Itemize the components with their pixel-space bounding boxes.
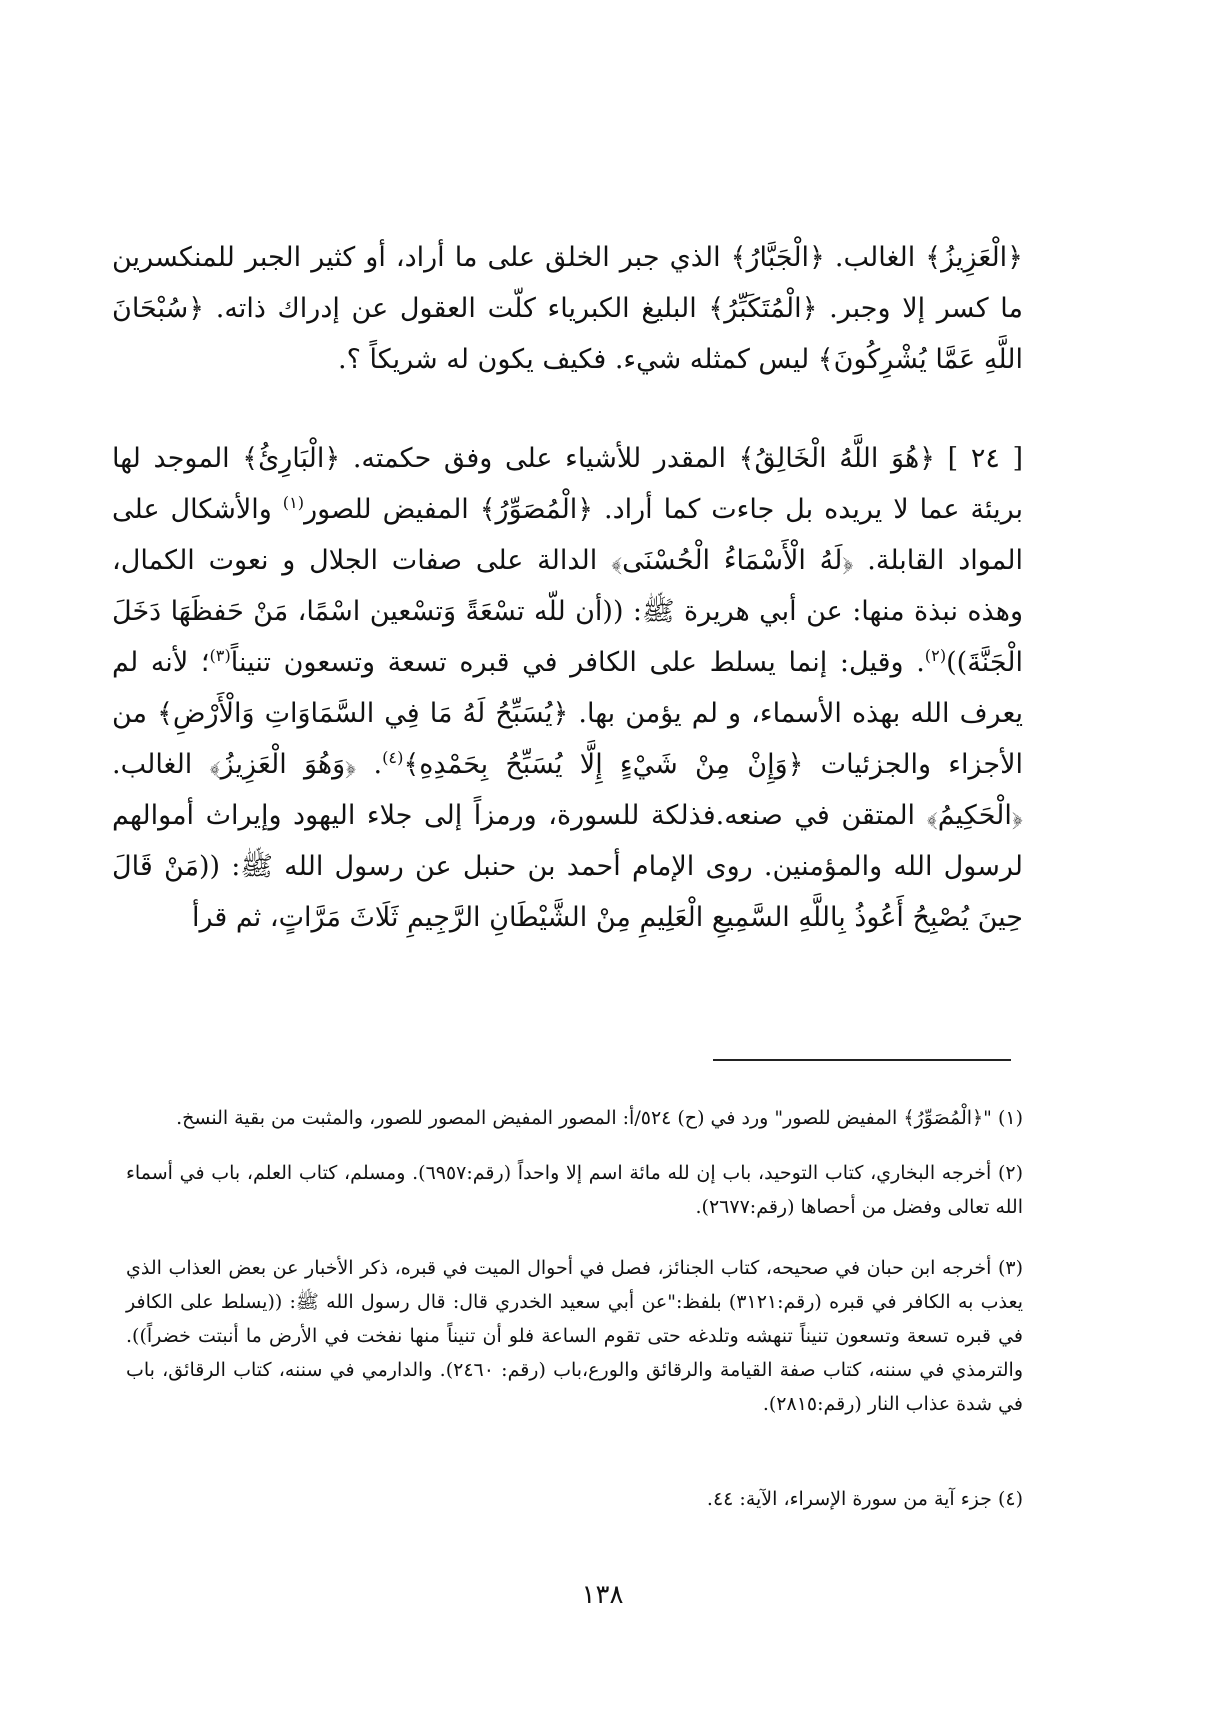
paragraph-text-part: . وقيل: إنما يسلط على الكافر في قبره تسعة وتسعون تنيناً bbox=[230, 647, 925, 678]
footnote-4: (٤) جزء آية من سورة الإسراء، الآية: ٤٤. bbox=[706, 1488, 1023, 1510]
footnote-3: (٣) أخرجه ابن حبان في صحيحه، كتاب الجنائز، فصل في أحوال الميت في قبره، ذكر الأخبار عن بعض العذاب الذي يعذب به الكافر في قبره (رقم:٣١٢١) بلفظ:"عن أبي سعيد الخدري قال: قال رسول الله ﷺ: ((يسلط على الكافر في قبره تسعة وتسعون تنيناً تنهشه وتلدغه حتى تقوم الساعة فلو أن تنيناً منها نفخت في الأرض ما أنبتت خضراً)). والترمذي في سننه، كتاب صفة القيامة والرقائق والورع،باب (رقم: ٢٤٦٠). والدارمي في سننه، كتاب الرقائق، باب في شدة عذاب النار (رقم:٢٨١٥). bbox=[126, 1257, 1024, 1415]
paragraph-text-part: . ﴿وَهُوَ الْعَزِيزُ﴾ الغالب. ﴿الْحَكِيمُ﴾ المتقن في صنعه.فذلكة للسورة، ورمزاً إلى جلاء اليهود وإيراث أموالهم لرسول الله والمؤمنين. روى الإمام أحمد بن حنبل عن رسول الله ﷺ: ((مَنْ قَالَ حِينَ يُصْبِحُ أَعُوذُ بِاللَّهِ السَّمِيعِ الْعَلِيمِ مِنْ الشَّيْطَانِ الرَّجِيمِ ثَلَاثَ مَرَّاتٍ، ثم قرأ bbox=[112, 749, 1023, 933]
footnote-separator bbox=[713, 1059, 1011, 1061]
footnote-ref: (٢) bbox=[924, 646, 947, 665]
paragraph-text-part: ؛ لأنه لم يعرف الله بهذه الأسماء، و لم يؤمن بها. ﴿يُسَبِّحُ لَهُ مَا فِي السَّمَاوَاتِ وَالْأَرْضِ﴾ من الأجزاء والجزئيات ﴿وَإِنْ مِنْ شَيْءٍ إِلَّا يُسَبِّحُ بِحَمْدِهِ﴾ bbox=[112, 647, 1023, 780]
footnote-ref: (١) bbox=[282, 493, 305, 512]
paragraph-verse-24 bbox=[112, 433, 1023, 943]
verse-number: [ ٢٤ ] bbox=[947, 443, 1023, 474]
footnote-ref: (٤) bbox=[382, 748, 404, 767]
paragraph-text-part: والأشكال على المواد القابلة. ﴿لَهُ الْأَسْمَاءُ الْحُسْنَى﴾ الدالة على صفات الجلال و نعوت الكمال، وهذه نبذة منها: عن أبي هريرة ﷺ: ((أن للّه تسْعَةً وَتسْعين اسْمًا، مَنْ حَفظَهَا دَخَلَ الْجَنَّةَ)) bbox=[112, 494, 1023, 678]
paragraph-intro: ﴿الْعَزِيزُ﴾ الغالب. ﴿الْجَبَّارُ﴾ الذي جبر الخلق على ما أراد، أو كثير الجبر للمنكسرين ما كسر إلا وجبر. ﴿الْمُتَكَبِّرُ﴾ البليغ الكبرياء كلّت العقول عن إدراك ذاته. ﴿سُبْحَانَ اللَّهِ عَمَّا يُشْرِكُونَ﴾ ليس كمثله شيء. فكيف يكون له شريكاً ؟. bbox=[112, 242, 1023, 375]
footnote-ref: (٣) bbox=[209, 646, 231, 665]
page-number: ١٣٨ bbox=[581, 1580, 624, 1610]
paragraph-text-part: ﴿هُوَ اللَّهُ الْخَالِقُ﴾ المقدر للأشياء على وفق حكمته. ﴿الْبَارِئُ﴾ الموجد لها بريئة عما لا يريده بل جاءت كما أراد. ﴿الْمُصَوِّرُ﴾ المفيض للصور bbox=[112, 443, 1023, 525]
footnote-2: (٢) أخرجه البخاري، كتاب التوحيد، باب إن لله مائة اسم إلا واحداً (رقم:٦٩٥٧). ومسلم، كتاب العلم، باب في أسماء الله تعالى وفضل من أحصاها (رقم:٢٦٧٧). bbox=[126, 1162, 1023, 1218]
footnote-1: (١) "﴿الْمُصَوِّرُ﴾ المفيض للصور" ورد في (ح) ٥٢٤/أ: المصور المفيض المصور للصور، والمثبت من بقية النسخ. bbox=[176, 1107, 1023, 1129]
